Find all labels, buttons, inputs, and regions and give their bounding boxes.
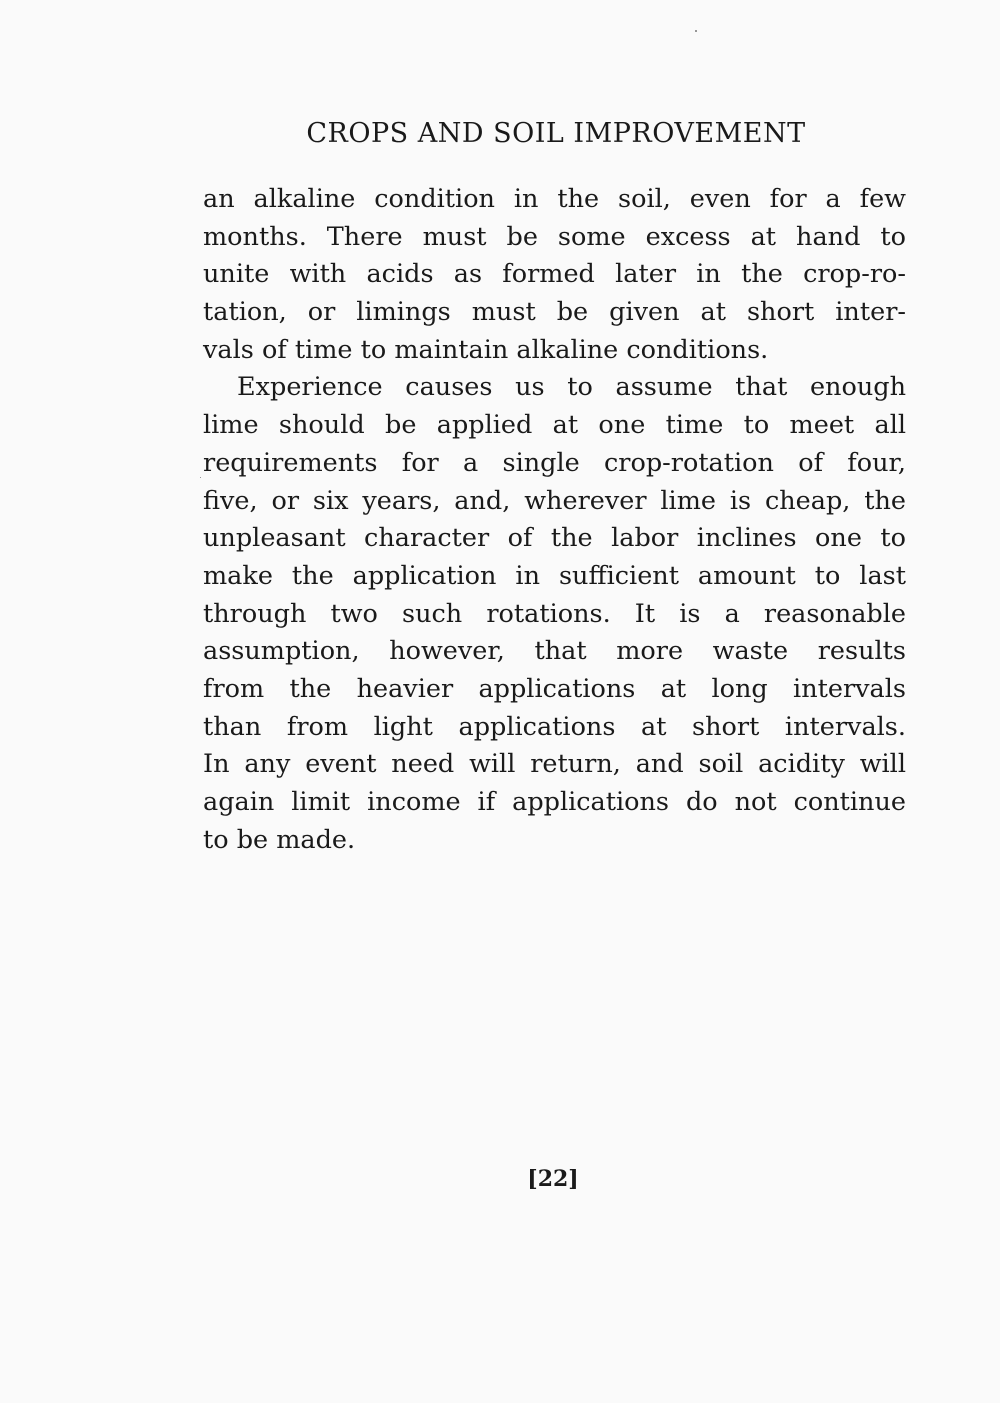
text-line: In any event need will return, and soil acidity will <box>203 749 906 780</box>
scan-speck <box>695 30 697 32</box>
text-line: requirements for a single crop-rotation of four, <box>203 447 906 478</box>
text-line: lime should be applied at one time to meet all <box>203 410 906 441</box>
paragraph <box>203 369 906 859</box>
text-line: months. There must be some excess at hand to <box>203 221 906 252</box>
text-line: Experience causes us to assume that enough <box>237 372 906 403</box>
text-line: unite with acids as formed later in the crop-ro- <box>203 259 906 290</box>
text-line: tation, or limings must be given at short inter- <box>203 297 906 328</box>
text-line: to be made. <box>203 824 356 855</box>
page-number: [22] <box>527 1166 579 1192</box>
text-line: assumption, however, that more waste results <box>203 636 906 667</box>
body-text <box>203 181 906 859</box>
scan-speck <box>200 477 201 478</box>
text-line: make the application in sufficient amount to last <box>203 560 906 591</box>
text-line: through two such rotations. It is a reasonable <box>203 598 906 629</box>
running-title: CROPS AND SOIL IMPROVEMENT <box>306 118 806 149</box>
text-line: from the heavier applications at long intervals <box>203 673 906 704</box>
text-line: than from light applications at short intervals. <box>203 711 906 742</box>
paragraph <box>203 181 906 369</box>
text-line: again limit income if applications do not continue <box>203 787 906 817</box>
text-line: vals of time to maintain alkaline conditions. <box>203 334 769 365</box>
text-line: an alkaline condition in the soil, even for a few <box>203 184 906 214</box>
text-line: five, or six years, and, wherever lime is cheap, the <box>203 485 906 516</box>
text-line: unpleasant character of the labor inclines one to <box>203 523 906 554</box>
